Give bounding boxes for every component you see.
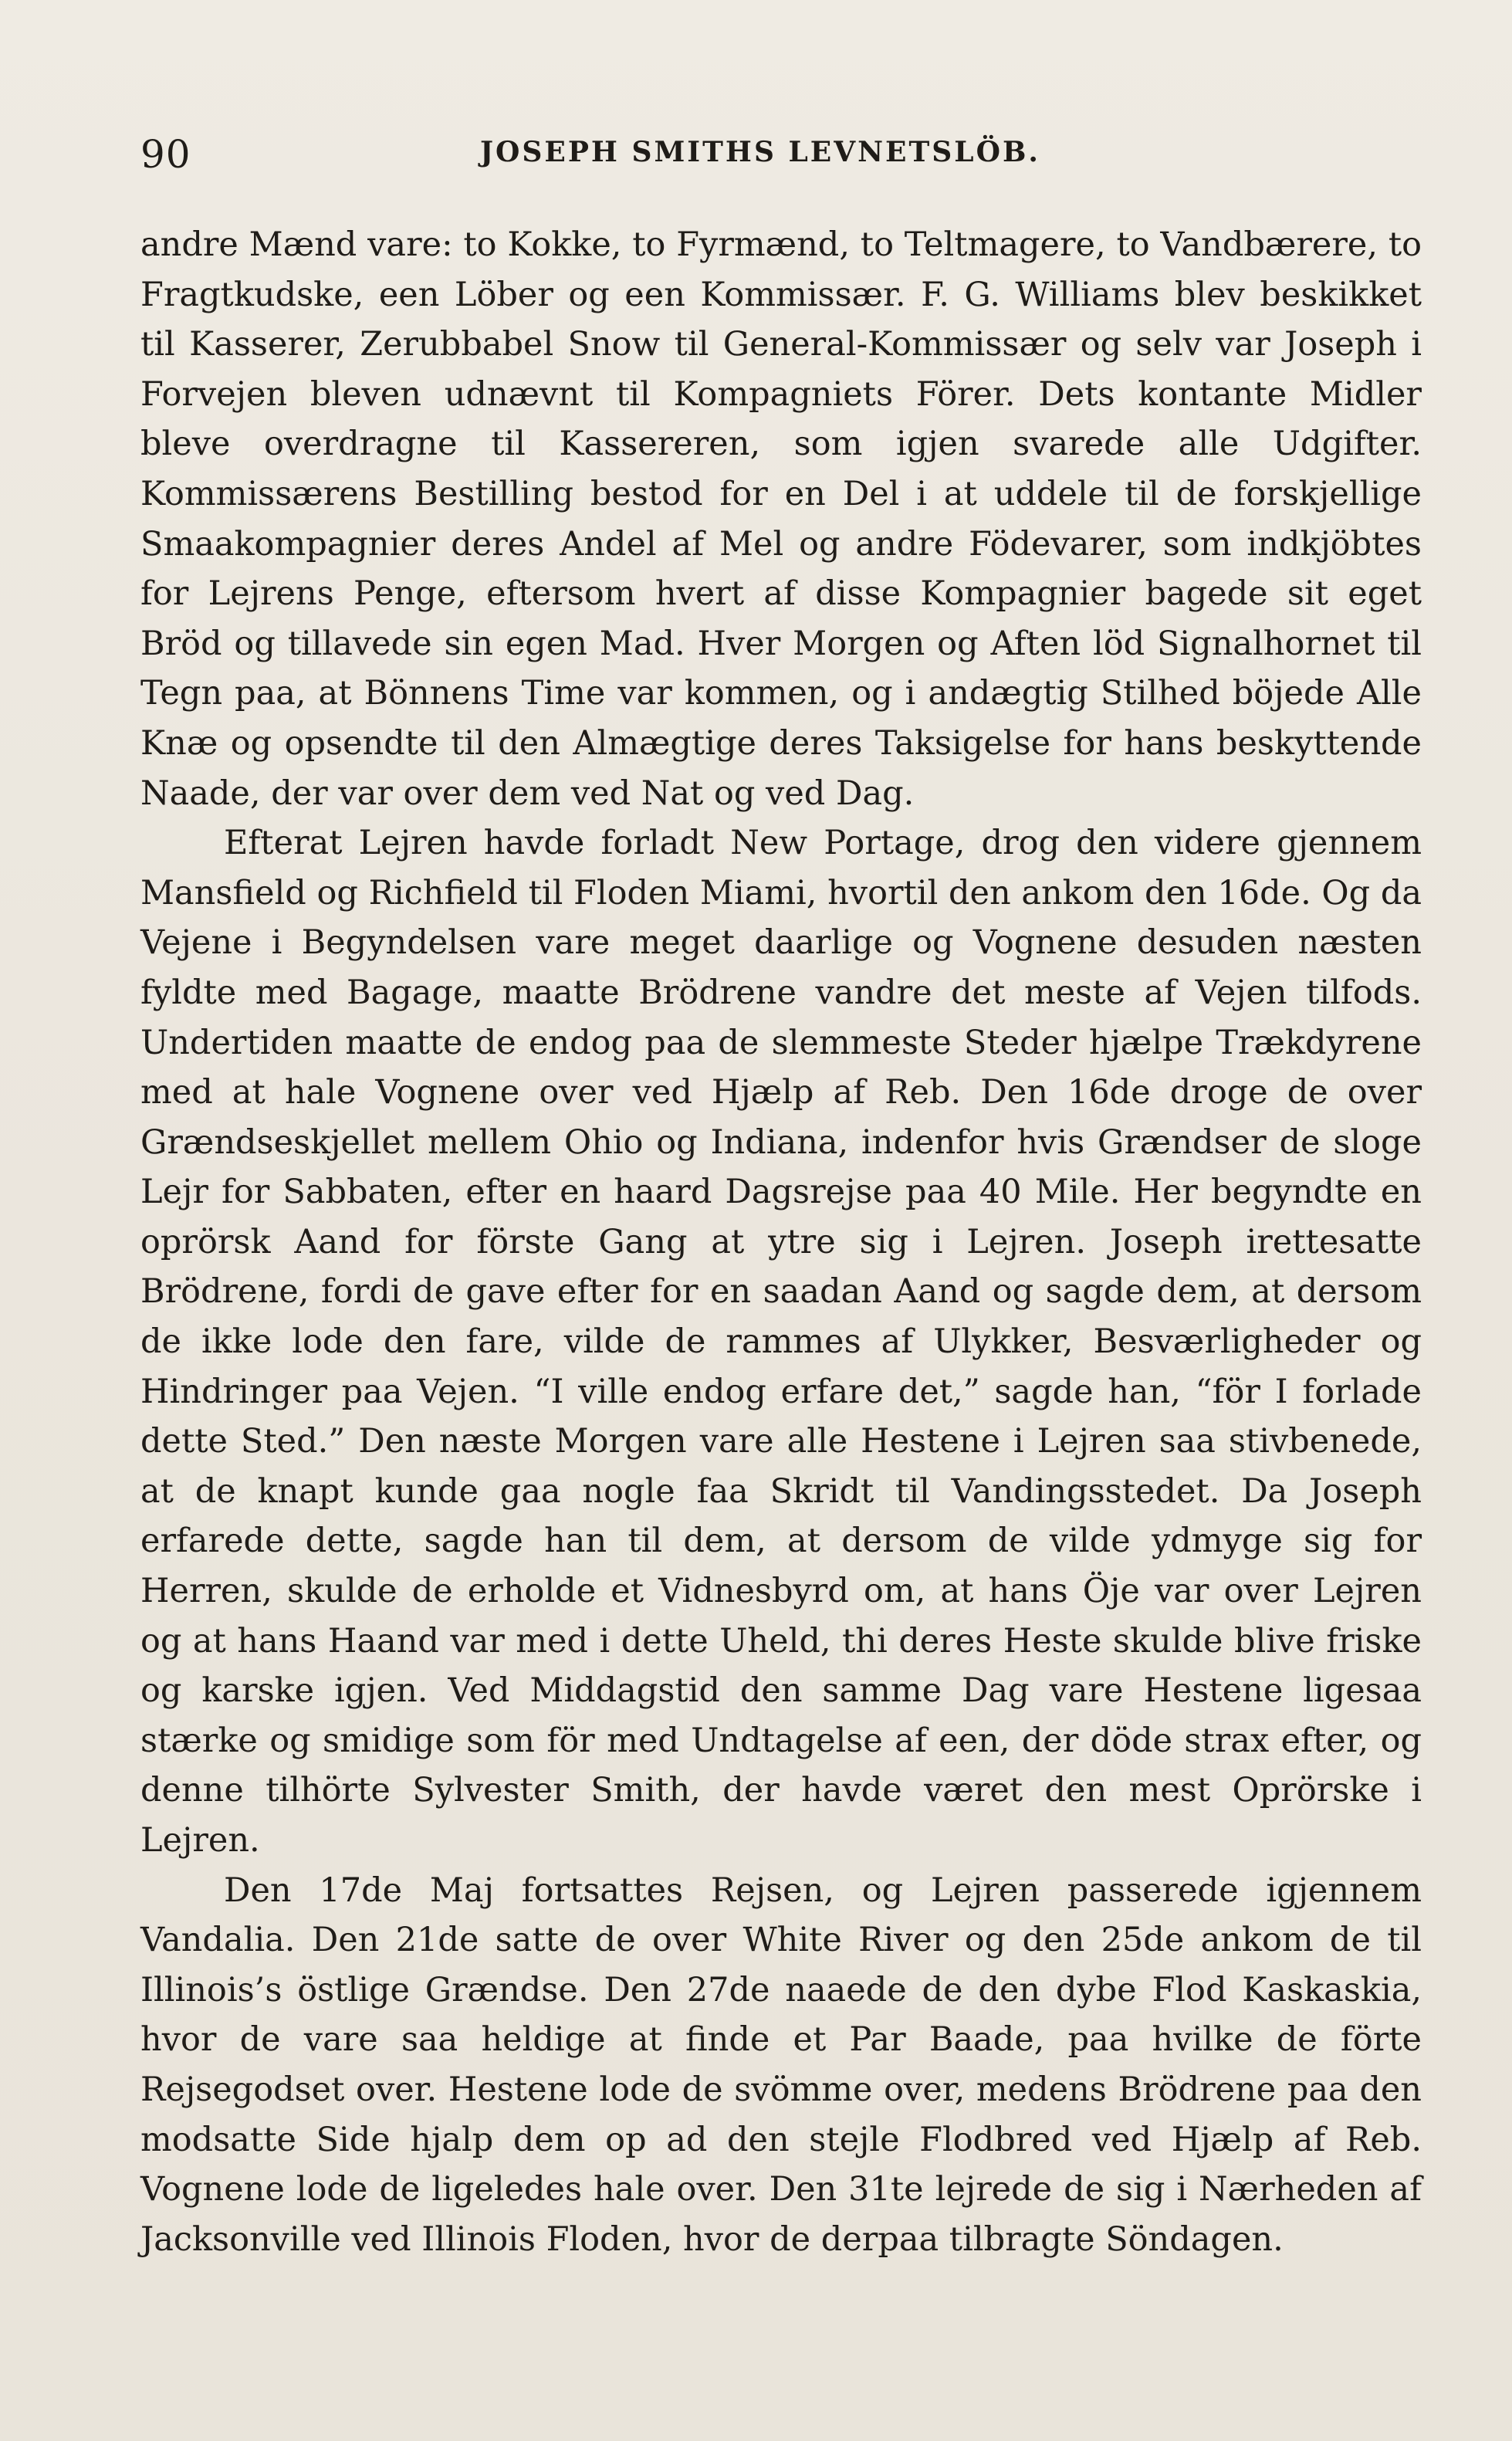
page-number: 90 <box>140 132 191 177</box>
running-head <box>140 127 1422 189</box>
paragraph: Efterat Lejren havde forladt New Portage, drog den videre gjennem Mansfield og Richfield til Floden Miami, hvortil den ankom den 16de. Og da Vejene i Begyndelsen vare meget daarlige og Vognene desuden næsten fyldte med Bagage, maatte Brödrene vandre det meste af Vejen tilfods. Undertiden maatte de endog paa de slemmeste Steder hjælpe Trækdyrene med at hale Vognene over ved Hjælp af Reb. Den 16de droge de over Grændseskjellet mellem Ohio og Indiana, indenfor hvis Grændser de sloge Lejr for Sabbaten, efter en haard Dagsrejse paa 40 Mile. Her begyndte en oprörsk Aand for förste Gang at ytre sig i Lejren. Joseph irettesatte Brödrene, fordi de gave efter for en saadan Aand og sagde dem, at dersom de ikke lode den fare, vilde de rammes af Ulykker, Besværligheder og Hindringer paa Vejen. “I ville endog erfare det,” sagde han, “för I forlade dette Sted.” Den næste Morgen vare alle Hestene i Lejren saa stivbenede, at de knapt kunde gaa nogle faa Skridt til Vandingsstedet. Da Joseph erfarede dette, sagde han til dem, at dersom de vilde ydmyge sig for Herren, skulde de erholde et Vidnesbyrd om, at hans Öje var over Lejren og at hans Haand var med i dette Uheld, thi deres Heste skulde blive friske og karske igjen. Ved Middagstid den samme Dag vare Hestene ligesaa stærke og smidige som för med Undtagelse af een, der döde strax efter, og denne tilhörte Sylvester Smith, der havde været den mest Oprörske i Lejren. <box>140 824 1422 1860</box>
running-title: JOSEPH SMITHS LEVNETSLÖB. <box>480 136 1040 168</box>
paragraph: Den 17de Maj fortsattes Rejsen, og Lejren passerede igjennem Vandalia. Den 21de satte de over White River og den 25de ankom de til Illinois’s östlige Grændse. Den 27de naaede de den dybe Flod Kaskaskia, hvor de vare saa heldige at finde et Par Baade, paa hvilke de förte Rejsegodset over. Hestene lode de svömme over, medens Brödrene paa den modsatte Side hjalp dem op ad den stejle Flodbred ved Hjælp af Reb. Vognene lode de ligeledes hale over. Den 31te lejrede de sig i Nærheden af Jacksonville ved Illinois Floden, hvor de derpaa tilbragte Söndagen. <box>140 1871 1422 2259</box>
body-text <box>140 220 1422 2264</box>
paragraph-continued: andre Mænd vare: to Kokke, to Fyrmænd, to Teltmagere, to Vandbærere, to Fragtkudske, een Löber og een Kommissær. F. G. Williams blev beskikket til Kasserer, Zerubbabel Snow til General-Kommissær og selv var Joseph i Forvejen bleven udnævnt til Kompagniets Förer. Dets kontante Midler bleve overdragne til Kassereren, som igjen svarede alle Udgifter. Kommissærens Bestilling bestod for en Del i at uddele til de forskjellige Smaakompagnier deres Andel af Mel og andre Födevarer, som indkjöbtes for Lejrens Penge, eftersom hvert af disse Kompagnier bagede sit eget Bröd og tillavede sin egen Mad. Hver Morgen og Aften löd Signalhornet til Tegn paa, at Bönnens Time var kommen, og i andægtig Stilhed böjede Alle Knæ og opsendte til den Almægtige deres Taksigelse for hans beskyttende Naade, der var over dem ved Nat og ved Dag. <box>140 225 1422 813</box>
